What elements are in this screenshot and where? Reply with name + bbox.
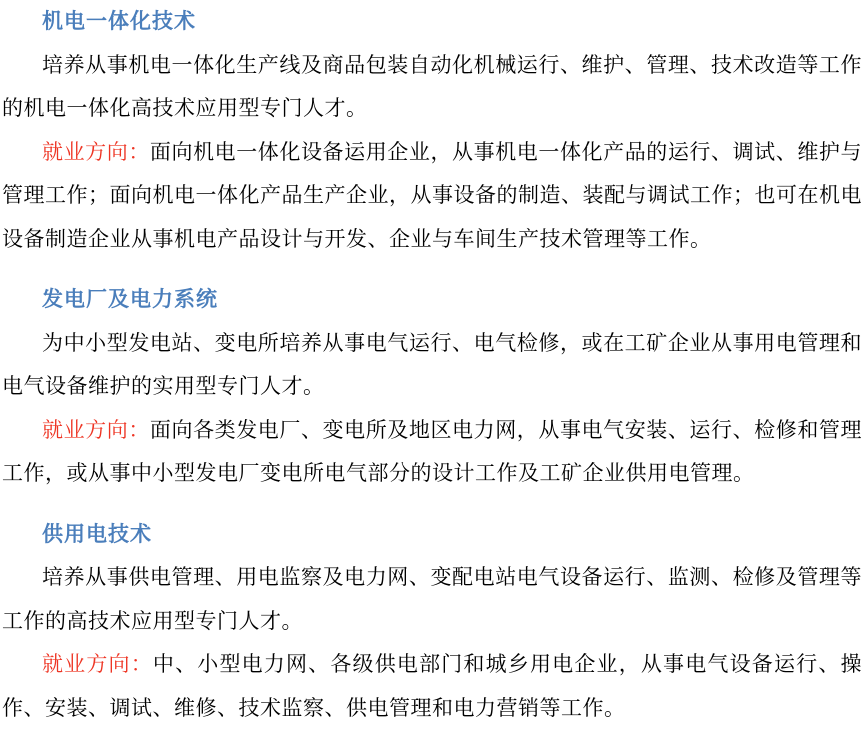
major-section-mechatronics [2, 0, 862, 261]
major-intro-text: 培养从事机电一体化生产线及商品包装自动化机械运行、维护、管理、技术改造等工作的机电一体化高技术应用型专门人才。 [2, 53, 862, 120]
major-intro-text: 为中小型发电站、变电所培养从事电气运行、电气检修，或在工矿企业从事用电管理和电气设备维护的实用型专门人才。 [2, 331, 862, 398]
major-intro-paragraph [2, 556, 862, 643]
employment-text: 中、小型电力网、各级供电部门和城乡用电企业，从事电气设备运行、操作、安装、调试、维修、技术监察、供电管理和电力营销等工作。 [2, 653, 863, 720]
major-section-power-plant [2, 278, 862, 496]
employment-paragraph [2, 643, 862, 730]
employment-label: 就业方向： [42, 653, 153, 676]
major-intro-paragraph [2, 322, 862, 409]
employment-text: 面向各类发电厂、变电所及地区电力网，从事电气安装、运行、检修和管理工作，或从事中小型发电厂变电所电气部分的设计工作及工矿企业供用电管理。 [2, 418, 862, 485]
major-heading: 供用电技术 [42, 522, 152, 546]
employment-paragraph [2, 131, 862, 262]
employment-text: 面向机电一体化设备运用企业，从事机电一体化产品的运行、调试、维护与管理工作；面向机电一体化产品生产企业，从事设备的制造、装配与调试工作；也可在机电设备制造企业从事机电产品设计与开发、企业与车间生产技术管理等工作。 [2, 140, 862, 251]
employment-paragraph [2, 409, 862, 496]
employment-label: 就业方向： [42, 418, 150, 442]
major-section-power-supply [2, 513, 862, 731]
employment-label: 就业方向： [42, 140, 150, 164]
major-intro-text: 培养从事供电管理、用电监察及电力网、变配电站电气设备运行、监测、检修及管理等工作的高技术应用型专门人才。 [2, 566, 862, 633]
major-heading: 发电厂及电力系统 [42, 288, 218, 311]
major-heading: 机电一体化技术 [42, 10, 196, 33]
major-intro-paragraph [2, 44, 862, 131]
